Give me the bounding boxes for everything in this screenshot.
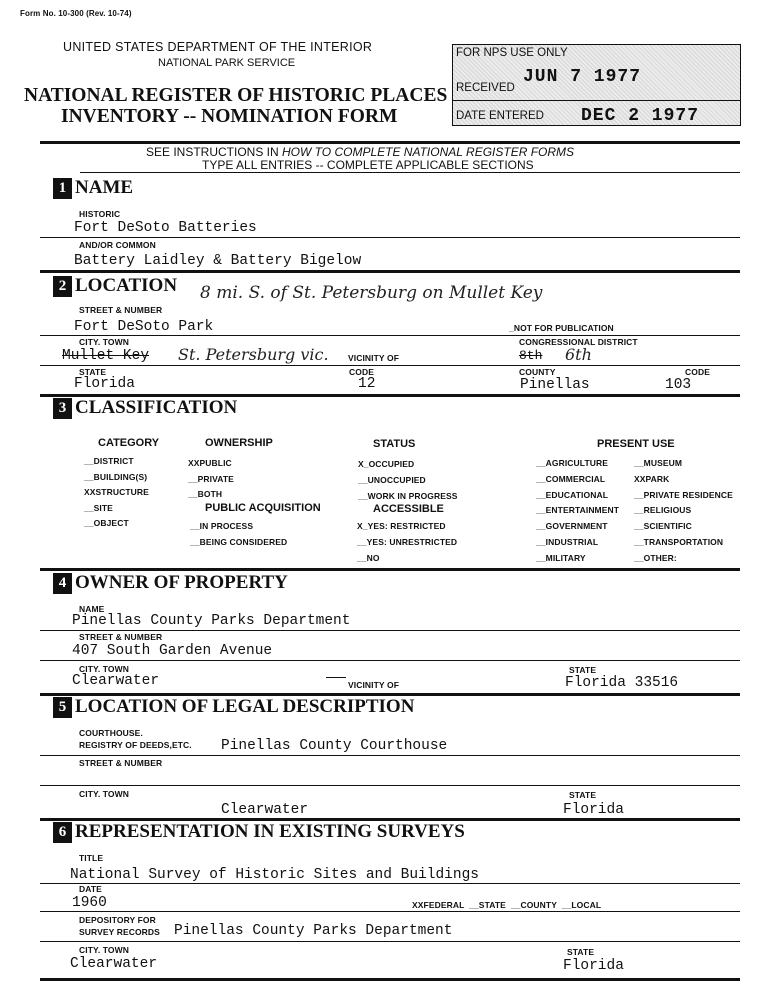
- public-acquisition-header: PUBLIC ACQUISITION: [205, 502, 321, 514]
- nps-label: FOR NPS USE ONLY: [456, 47, 568, 59]
- accessible-header: ACCESSIBLE: [373, 503, 444, 515]
- category-option: XXSTRUCTURE: [84, 487, 149, 497]
- vicinity-of-label: VICINITY OF: [348, 353, 400, 363]
- survey-title-value: National Survey of Historic Sites and Buildings: [70, 867, 479, 883]
- received-stamp: JUN 7 1977: [523, 67, 642, 87]
- section-6-heading: 6 REPRESENTATION IN EXISTING SURVEYS: [53, 821, 465, 843]
- form-number: Form No. 10-300 (Rev. 10-74): [20, 9, 132, 18]
- legal-state-label: STATE: [569, 790, 597, 800]
- category-option: __SITE: [84, 502, 113, 513]
- form-title-2: INVENTORY -- NOMINATION FORM: [61, 106, 398, 127]
- status-option: X_OCCUPIED: [358, 459, 415, 469]
- street-handwritten-note: 8 mi. S. of St. Petersburg on Mullet Key: [200, 283, 543, 303]
- use_right-option: __RELIGIOUS: [634, 505, 692, 516]
- not-for-publication: _NOT FOR PUBLICATION: [509, 323, 614, 333]
- section-number: 3: [53, 398, 72, 419]
- use_left-option: __GOVERNMENT: [536, 521, 608, 532]
- use_right-option: __TRANSPORTATION: [634, 536, 724, 547]
- owner-state-label: STATE: [569, 665, 597, 675]
- use_left-option: __AGRICULTURE: [536, 458, 608, 468]
- service-name: NATIONAL PARK SERVICE: [158, 57, 296, 69]
- congressional-district-label: CONGRESSIONAL DISTRICT: [519, 337, 638, 347]
- county-code-value: 103: [665, 377, 692, 393]
- survey-city-label: CITY. TOWN: [79, 945, 129, 955]
- use_right-option: __PRIVATE RESIDENCE: [634, 489, 733, 500]
- use_right-option: XXPARK: [634, 473, 670, 484]
- section-3-heading: 3 CLASSIFICATION: [53, 397, 237, 419]
- common-name-label: AND/OR COMMON: [79, 240, 156, 250]
- registry-label: REGISTRY OF DEEDS,ETC.: [79, 740, 192, 750]
- accessible-option: __YES: UNRESTRICTED: [357, 537, 458, 547]
- accessible-option: X_YES: RESTRICTED: [357, 521, 446, 531]
- use_left-option: __COMMERCIAL: [536, 473, 606, 484]
- accessible-options: [357, 518, 457, 566]
- owner-vicinity-label: VICINITY OF: [348, 680, 400, 690]
- section-number: 5: [53, 697, 72, 718]
- county-code-label: CODE: [685, 367, 710, 377]
- ownership-option: __BOTH: [188, 489, 223, 499]
- legal-city-value: Clearwater: [221, 802, 309, 818]
- street-value: Fort DeSoto Park: [74, 319, 214, 335]
- date-entered-stamp: DEC 2 1977: [581, 106, 700, 126]
- county-value: Pinellas: [520, 377, 590, 393]
- present-use-header: PRESENT USE: [597, 438, 675, 450]
- section-4-heading: 4 OWNER OF PROPERTY: [53, 572, 288, 594]
- courthouse-value: Pinellas County Courthouse: [221, 738, 448, 754]
- owner-street-value: 407 South Garden Avenue: [72, 643, 273, 659]
- acquisition-options: [190, 518, 287, 550]
- state-label: STATE: [79, 367, 107, 377]
- congress-handwritten-value: 6th: [565, 345, 592, 364]
- status-option: __WORK IN PROGRESS: [358, 491, 458, 501]
- category-header: CATEGORY: [98, 437, 160, 449]
- present-use-left-options: [536, 456, 619, 567]
- historic-label: HISTORIC: [79, 209, 121, 219]
- ownership-header: OWNERSHIP: [205, 437, 273, 449]
- accessible-option: __NO: [357, 553, 380, 563]
- city-struck-value: Mullet Key: [62, 348, 150, 364]
- owner-city-value: Clearwater: [72, 673, 160, 689]
- survey-title-label: TITLE: [79, 853, 104, 863]
- section-5-heading: 5 LOCATION OF LEGAL DESCRIPTION: [53, 696, 414, 718]
- survey-state-value: Florida: [563, 958, 624, 974]
- form-title-1: NATIONAL REGISTER OF HISTORIC PLACES: [24, 85, 448, 106]
- state-value: Florida: [74, 376, 135, 392]
- use_right-option: __MUSEUM: [634, 458, 683, 468]
- category-options: [84, 454, 149, 532]
- use_left-option: __EDUCATIONAL: [536, 489, 608, 500]
- survey-date-label: DATE: [79, 884, 102, 894]
- section-1-heading: 1 NAME: [53, 177, 133, 199]
- owner-street-label: STREET & NUMBER: [79, 632, 163, 642]
- legal-city-label: CITY. TOWN: [79, 789, 129, 799]
- ownership-options: [188, 456, 234, 503]
- survey-state-label: STATE: [567, 947, 595, 957]
- depository-value: Pinellas County Parks Department: [174, 923, 453, 939]
- category-option: __BUILDING(S): [84, 471, 148, 482]
- historic-name-value: Fort DeSoto Batteries: [74, 220, 257, 236]
- use_left-option: __ENTERTAINMENT: [536, 505, 620, 516]
- section-2-heading: 2 LOCATION: [53, 275, 177, 297]
- city-label: CITY. TOWN: [79, 337, 129, 347]
- depository-label-2: SURVEY RECORDS: [79, 927, 160, 937]
- city-handwritten-value: St. Petersburg vic.: [178, 345, 329, 364]
- date-entered-label: DATE ENTERED: [456, 110, 544, 122]
- instructions-line-2: TYPE ALL ENTRIES -- COMPLETE APPLICABLE SECTIONS: [202, 158, 534, 172]
- state-code-value: 12: [358, 376, 376, 392]
- owner-name-value: Pinellas County Parks Department: [72, 613, 351, 629]
- use_left-option: __INDUSTRIAL: [536, 536, 599, 547]
- received-label: RECEIVED: [456, 82, 515, 94]
- use_right-option: __SCIENTIFIC: [634, 521, 692, 532]
- instructions-line-1: SEE INSTRUCTIONS IN HOW TO COMPLETE NATIONAL REGISTER FORMS: [146, 145, 575, 159]
- category-option: __DISTRICT: [84, 456, 134, 466]
- legal-street-label: STREET & NUMBER: [79, 758, 163, 768]
- owner-city-label: CITY. TOWN: [79, 664, 129, 674]
- legal-state-value: Florida: [563, 802, 624, 818]
- courthouse-label: COURTHOUSE.: [79, 728, 143, 738]
- county-label: COUNTY: [519, 367, 556, 377]
- section-number: 2: [53, 276, 72, 297]
- owner-name-label: NAME: [79, 604, 105, 614]
- ownership-option: __PRIVATE: [188, 473, 234, 484]
- survey-date-value: 1960: [72, 895, 107, 911]
- use_left-option: __MILITARY: [536, 552, 586, 563]
- nps-use-box: [452, 44, 741, 126]
- survey-city-value: Clearwater: [70, 956, 158, 972]
- section-number: 1: [53, 178, 72, 199]
- use_right-option: __OTHER:: [634, 552, 677, 563]
- status-header: STATUS: [373, 438, 416, 450]
- state-code-label: CODE: [349, 367, 374, 377]
- category-option: __OBJECT: [84, 518, 129, 528]
- status-option: __UNOCCUPIED: [358, 475, 426, 485]
- section-number: 6: [53, 822, 72, 843]
- congress-struck-value: 8th: [519, 348, 543, 363]
- ownership-option: XXPUBLIC: [188, 458, 232, 468]
- present-use-right-options: [634, 456, 733, 567]
- depository-label-1: DEPOSITORY FOR: [79, 915, 156, 925]
- street-label: STREET & NUMBER: [79, 305, 163, 315]
- owner-state-value: Florida 33516: [565, 675, 679, 691]
- status-options: [358, 456, 458, 504]
- common-name-value: Battery Laidley & Battery Bigelow: [74, 253, 362, 269]
- section-number: 4: [53, 573, 72, 594]
- department-name: UNITED STATES DEPARTMENT OF THE INTERIOR: [63, 40, 373, 54]
- acquisition-option: __BEING CONSIDERED: [190, 537, 288, 547]
- acquisition-option: __IN PROCESS: [190, 521, 254, 531]
- survey-level-options: XXFEDERAL __STATE __COUNTY __LOCAL: [412, 900, 602, 910]
